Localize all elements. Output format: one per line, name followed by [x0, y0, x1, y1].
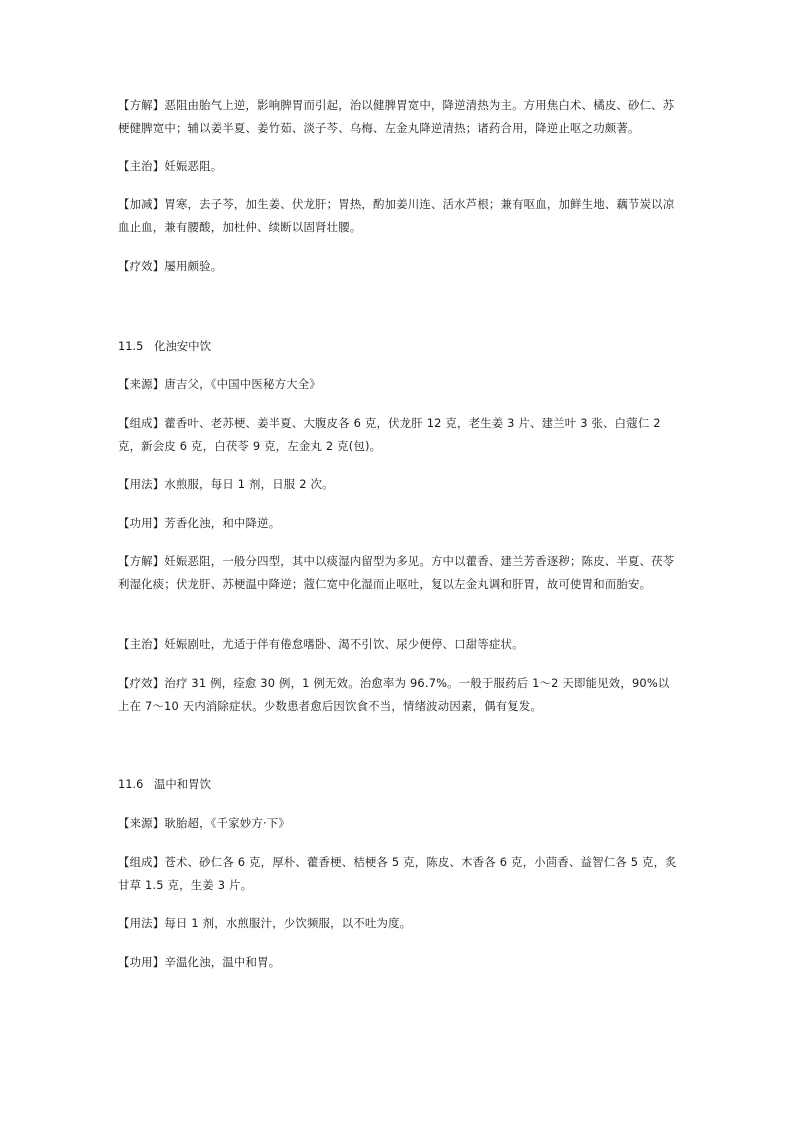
paragraph-label: 【组成】 — [118, 855, 165, 869]
paragraph-label: 【方解】 — [118, 98, 165, 112]
paragraph-label: 【组成】 — [118, 416, 165, 430]
paragraph-yongfa-1 — [118, 473, 678, 496]
paragraph-text: 妊娠恶阻。 — [164, 159, 223, 173]
section-title: 温中和胃饮 — [154, 777, 211, 791]
paragraph-label: 【主治】 — [118, 637, 165, 651]
paragraph-label: 【用法】 — [118, 477, 165, 491]
paragraph-text: 芳香化浊，和中降逆。 — [164, 516, 281, 530]
paragraph-text: 耿胎超，《千家妙方·下》 — [164, 816, 290, 830]
paragraph-text: 胃寒，去子芩，加生姜、伏龙肝；胃热，酌加姜川连、活水芦根；兼有呕血，加鲜生地、藕节炭以凉血止血，兼有腰酸，加杜仲、续断以固肾壮腰。 — [118, 197, 675, 234]
paragraph-gongyong-2 — [118, 951, 678, 974]
paragraph-text: 妊娠剧吐，尤适于伴有倦怠嗜卧、渴不引饮、尿少便停、口甜等症状。 — [164, 637, 524, 651]
paragraph-label: 【疗效】 — [118, 259, 165, 273]
paragraph-zhuzhi-top — [118, 155, 678, 178]
paragraph-zucheng-1 — [118, 412, 678, 458]
paragraph-text: 治疗 31 例，痊愈 30 例，1 例无效。治愈率为 96.7%。一般于服药后 1～2 天即能见效，90%以上在 7～10 天内消除症状。少数患者愈后因饮食不当，情绪波动因素，偶有复发。 — [118, 676, 670, 713]
section-heading-11-5 — [118, 335, 211, 358]
paragraph-label: 【疗效】 — [118, 676, 165, 690]
paragraph-liaoxiao-top — [118, 255, 678, 278]
paragraph-label: 【功用】 — [118, 516, 165, 530]
section-title: 化浊安中饮 — [154, 339, 211, 353]
paragraph-text: 辛温化浊，温中和胃。 — [164, 955, 281, 969]
section-heading-11-6 — [118, 773, 211, 796]
paragraph-jiajian — [118, 193, 678, 239]
paragraph-laiyuan-1 — [118, 373, 678, 396]
paragraph-laiyuan-2 — [118, 812, 678, 835]
paragraph-text: 水煎服，每日 1 剂，日服 2 次。 — [164, 477, 334, 491]
paragraph-zucheng-2 — [118, 851, 678, 897]
paragraph-fangjie-top — [118, 94, 678, 140]
paragraph-yongfa-2 — [118, 912, 678, 935]
paragraph-zhuzhi-1 — [118, 633, 678, 656]
paragraph-text: 恶阻由胎气上逆，影响脾胃而引起，治以健脾胃宽中，降逆清热为主。方用焦白术、橘皮、砂仁、苏梗健脾宽中；辅以姜半夏、姜竹茹、淡子芩、乌梅、左金丸降逆清热；诸药合用，降逆止呕之功颇著。 — [118, 98, 675, 135]
paragraph-text: 每日 1 剂，水煎服汁，少饮频服，以不吐为度。 — [164, 916, 412, 930]
paragraph-label: 【方解】 — [118, 554, 165, 568]
paragraph-label: 【主治】 — [118, 159, 165, 173]
paragraph-label: 【用法】 — [118, 916, 165, 930]
paragraph-label: 【来源】 — [118, 377, 165, 391]
paragraph-text: 妊娠恶阻，一般分四型，其中以痰湿内留型为多见。方中以藿香、建兰芳香逐秽；陈皮、半夏、茯苓利湿化痰；伏龙肝、苏梗温中降逆；蔻仁宽中化湿而止呕吐，复以左金丸调和肝胃，故可使胃和而胎安。 — [118, 554, 675, 591]
section-number: 11.6 — [118, 777, 144, 791]
paragraph-gongyong-1 — [118, 512, 678, 535]
paragraph-text: 唐吉父，《中国中医秘方大全》 — [164, 377, 321, 391]
paragraph-label: 【来源】 — [118, 816, 165, 830]
paragraph-label: 【功用】 — [118, 955, 165, 969]
paragraph-label: 【加减】 — [118, 197, 165, 211]
paragraph-fangjie-1 — [118, 550, 678, 596]
paragraph-liaoxiao-1 — [118, 672, 678, 718]
paragraph-text: 藿香叶、老苏梗、姜半夏、大腹皮各 6 克，伏龙肝 12 克，老生姜 3 片、建兰叶 3 张、白蔻仁 2 克，新会皮 6 克，白茯苓 9 克，左金丸 2 克(包)。 — [118, 416, 661, 453]
paragraph-text: 苍术、砂仁各 6 克，厚朴、藿香梗、桔梗各 5 克，陈皮、木香各 6 克，小茴香、益智仁各 5 克，炙甘草 1.5 克，生姜 3 片。 — [118, 855, 677, 892]
section-number: 11.5 — [118, 339, 144, 353]
paragraph-text: 屡用颇验。 — [164, 259, 223, 273]
